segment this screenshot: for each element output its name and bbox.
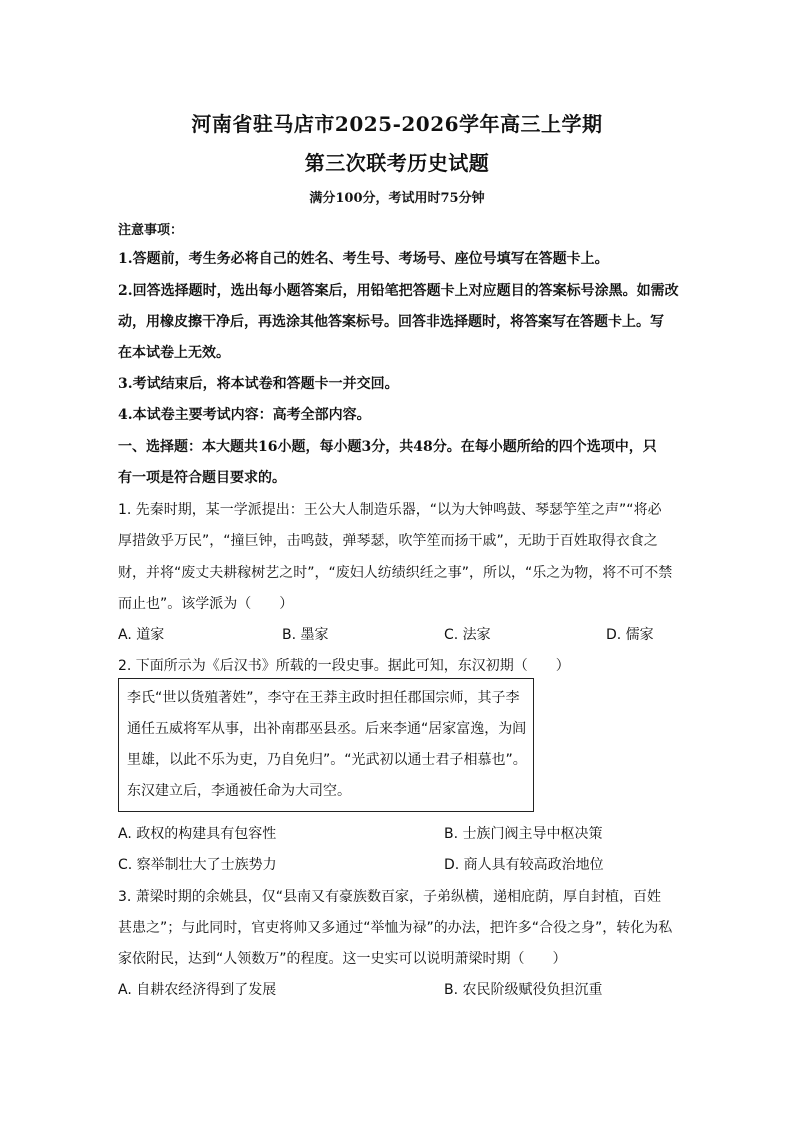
q3-option-a[interactable]: A. 自耕农经济得到了发展	[118, 982, 277, 998]
q1-stem-line: 而止也”。该学派为（ ）	[118, 596, 294, 612]
q3-stem-line: 3. 萧梁时期的余姚县，仅“县南又有豪族数百家，子弟纵横，递相庇荫，厚自封植，百姓	[118, 889, 662, 905]
q1-stem-line: 财，并将“废丈夫耕稼树艺之时”，“废妇人纺绩织纴之事”，所以，“乐之为物，将不可不禁	[118, 565, 673, 581]
notice-line: 1.答题前，考生务必将自己的姓名、考生号、考场号、座位号填写在答题卡上。	[118, 251, 609, 267]
q2-option-b[interactable]: B. 士族门阀主导中枢决策	[444, 826, 603, 842]
q2-quote-line: 通任五威将军从事，出补南郡巫县丞。后来李通“居家富逸，为闾	[127, 721, 527, 737]
q3-option-b[interactable]: B. 农民阶级赋役负担沉重	[444, 982, 603, 998]
q3-stem-line: 家依附民，达到“人领数万”的程度。这一史实可以说明萧梁时期（ ）	[118, 951, 567, 967]
notice-line: 在本试卷上无效。	[118, 345, 230, 361]
q2-quote-box	[118, 678, 534, 812]
q2-quote-line: 里雄，以此不乐为吏，乃自免归”。“光武初以通士君子相慕也”。	[127, 752, 527, 768]
q2-stem: 2. 下面所示为《后汉书》所载的一段史事。据此可知，东汉初期（ ）	[118, 658, 570, 674]
section-heading: 有一项是符合题目要求的。	[118, 470, 286, 486]
q2-quote-line: 李氏“世以货殖著姓”，李守在王莽主政时担任郡国宗师，其子李	[127, 690, 520, 706]
notice-heading: 注意事项：	[118, 223, 184, 238]
q2-quote-line: 东汉建立后，李通被任命为大司空。	[127, 783, 351, 799]
exam-subtitle: 满分100分，考试用时75分钟	[309, 191, 485, 206]
q2-option-c[interactable]: C. 察举制壮大了士族势力	[118, 857, 277, 873]
q1-option-b[interactable]: B. 墨家	[282, 627, 329, 643]
notice-line: 动，用橡皮擦干净后，再选涂其他答案标号。回答非选择题时，将答案写在答题卡上。写	[118, 314, 664, 330]
exam-title-line2: 第三次联考历史试题	[304, 151, 490, 175]
notice-line: 3.考试结束后，将本试卷和答题卡一并交回。	[118, 376, 399, 392]
q2-option-d[interactable]: D. 商人具有较高政治地位	[444, 857, 604, 873]
q3-stem-line: 甚患之”；与此同时，官吏将帅又多通过“举恤为禄”的办法，把许多“合役之身”，转化为私	[118, 920, 673, 936]
q1-stem-line: 1. 先秦时期，某一学派提出：王公大人制造乐器，“以为大钟鸣鼓、琴瑟竽笙之声”“将必	[118, 502, 662, 518]
q1-option-d[interactable]: D. 儒家	[606, 627, 654, 643]
q1-option-c[interactable]: C. 法家	[444, 627, 491, 643]
q1-stem-line: 厚措敛乎万民”，“撞巨钟，击鸣鼓，弹琴瑟，吹竽笙而扬干戚”，无助于百姓取得衣食之	[118, 533, 658, 549]
exam-title-line1: 河南省驻马店市2025-2026学年高三上学期	[191, 112, 603, 136]
q2-option-a[interactable]: A. 政权的构建具有包容性	[118, 826, 277, 842]
notice-line: 2.回答选择题时，选出每小题答案后，用铅笔把答题卡上对应题目的答案标号涂黑。如需改	[118, 283, 679, 299]
section-heading: 一、选择题：本大题共16小题，每小题3分，共48分。在每小题所给的四个选项中，只	[118, 439, 657, 455]
notice-line: 4.本试卷主要考试内容：高考全部内容。	[118, 407, 371, 423]
q1-option-a[interactable]: A. 道家	[118, 627, 165, 643]
